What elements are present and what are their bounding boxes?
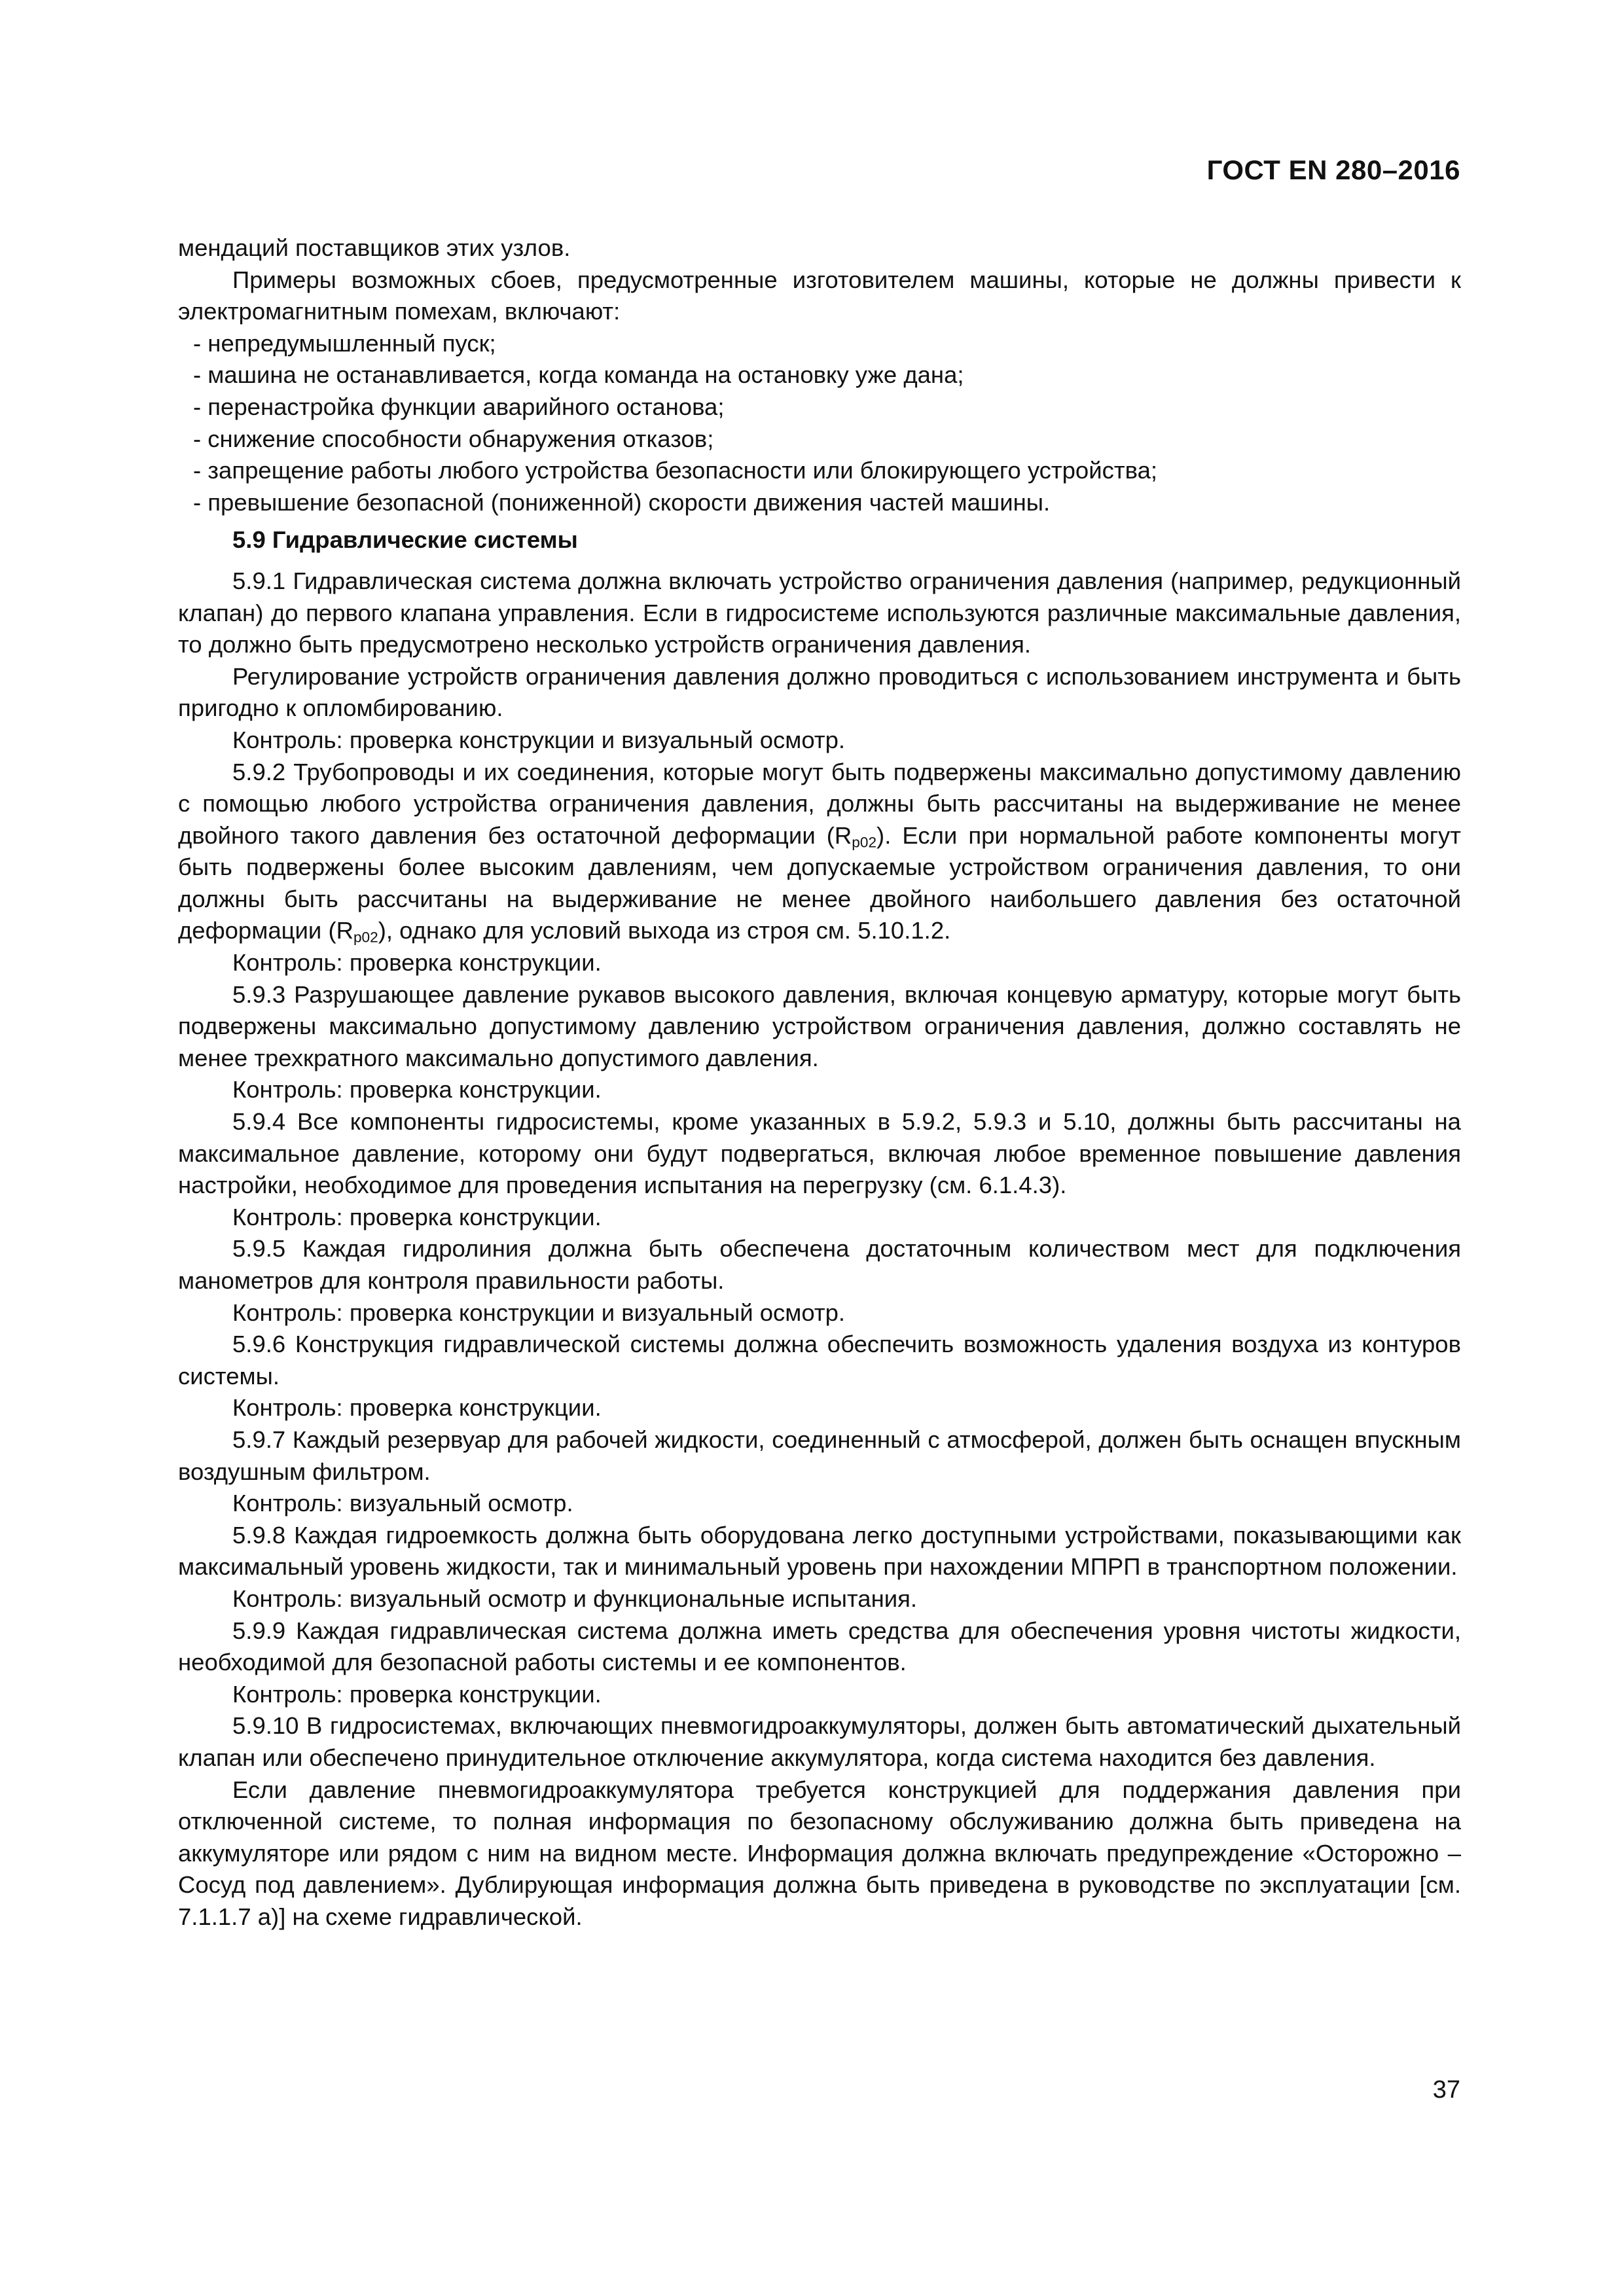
paragraph-5-9-6: 5.9.6 Конструкция гидравлической системы должна обеспечить возможность удаления воздуха из контуров системы.: [178, 1331, 1461, 1390]
list-item: - машина не останавливается, когда команда на остановку уже дана;: [193, 361, 964, 389]
paragraph-5-9-1: 5.9.1 Гидравлическая система должна включать устройство ограничения давления (например, редукционный клапан) до первого клапана управления. Если в гидросистеме используются различные максимальные давления, то должно быть предусмотрено несколько устройств ограничения давления.: [178, 567, 1461, 658]
control-note: Контроль: проверка конструкции.: [232, 1680, 602, 1708]
control-note: Контроль: визуальный осмотр и функциональные испытания.: [232, 1585, 918, 1612]
standard-code-header: ГОСТ EN 280–2016: [1206, 154, 1460, 185]
control-note: Контроль: проверка конструкции.: [232, 1076, 602, 1103]
paragraph-5-9-9: 5.9.9 Каждая гидравлическая система должна иметь средства для обеспечения уровня чистоты жидкости, необходимой для безопасной работы системы и ее компонентов.: [178, 1617, 1461, 1676]
page-content: [178, 232, 1461, 1933]
control-note: Контроль: визуальный осмотр.: [232, 1490, 573, 1517]
list-item: - перенастройка функции аварийного останова;: [193, 393, 725, 420]
control-note: Контроль: проверка конструкции и визуальный осмотр.: [232, 1299, 846, 1326]
paragraph-intro: мендаций поставщиков этих узлов.: [178, 234, 571, 261]
text-fragment: ), однако для условий выхода из строя см. 5.10.1.2.: [378, 917, 951, 944]
paragraph-5-9-10: 5.9.10 В гидросистемах, включающих пневмогидроаккумуляторы, должен быть автоматический дыхательный клапан или обеспечено принудительное отключение аккумулятора, когда система находится без давления.: [178, 1712, 1461, 1771]
paragraph-failure-examples: Примеры возможных сбоев, предусмотренные изготовителем машины, которые не должны привести к электромагнитным помехам, включают:: [178, 266, 1461, 325]
list-item: - запрещение работы любого устройства безопасности или блокирующего устройства;: [193, 457, 1158, 484]
control-note: Контроль: проверка конструкции.: [232, 949, 602, 977]
control-note: Контроль: проверка конструкции.: [232, 1394, 602, 1422]
list-item: - снижение способности обнаружения отказов;: [193, 425, 714, 452]
text-fragment: 5.9.2 Трубопроводы и их соединения, которые могут быть подвержены максимально допустимому давлению с помощью любого устройства ограничения давления, должны быть рассчитаны на выдерживание не менее двойного такого давления без остаточной деформации (R: [178, 758, 1461, 849]
subscript-p02: p02: [353, 929, 378, 946]
paragraph-5-9-7: 5.9.7 Каждый резервуар для рабочей жидкости, соединенный с атмосферой, должен быть оснащен впускным воздушным фильтром.: [178, 1426, 1461, 1485]
paragraph-5-9-3: 5.9.3 Разрушающее давление рукавов высокого давления, включая концевую арматуру, которые могут быть подвержены максимально допустимому давлению устройством ограничения давления, должно составлять не менее трехкратного максимально допустимого давления.: [178, 980, 1461, 1071]
control-note: Контроль: проверка конструкции.: [232, 1203, 602, 1230]
subscript-p02: p02: [852, 834, 877, 851]
paragraph-5-9-5: 5.9.5 Каждая гидролиния должна быть обеспечена достаточным количеством мест для подключения манометров для контроля правильности работы.: [178, 1235, 1461, 1294]
failure-list: [178, 328, 1461, 519]
paragraph-accumulator-info: Если давление пневмогидроаккумулятора требуется конструкцией для поддержания давления при отключенной системе, то полная информация по безопасному обслуживанию должна быть приведена на аккумуляторе или рядом с ним на видном месте. Информация должна включать предупреждение «Осторожно – Сосуд под давлением». Дублирующая информация должна быть приведена в руководстве по эксплуатации [см. 7.1.1.7 a)] на схеме гидравлической.: [178, 1776, 1461, 1930]
page-number: 37: [1432, 2076, 1460, 2104]
control-note: Контроль: проверка конструкции и визуальный осмотр.: [232, 726, 846, 753]
list-item: - непредумышленный пуск;: [193, 329, 496, 357]
paragraph-5-9-2: [178, 757, 1461, 948]
paragraph-5-9-4: 5.9.4 Все компоненты гидросистемы, кроме указанных в 5.9.2, 5.9.3 и 5.10, должны быть рассчитаны на максимальное давление, которому они будут подвергаться, включая любое временное повышение давления настройки, необходимое для проведения испытания на перегрузку (см. 6.1.4.3).: [178, 1108, 1461, 1199]
list-item: - превышение безопасной (пониженной) скорости движения частей машины.: [193, 488, 1051, 516]
text-fragment: ). Если при нормальной работе компоненты могут быть подвержены более высоким давлениям, чем допускаемые устройством ограничения давления, то они должны быть рассчитаны на выдерживание не менее двойного наибольшего давления без остаточной деформации (R: [178, 821, 1461, 944]
section-heading: 5.9 Гидравлические системы: [232, 526, 578, 554]
paragraph-5-9-8: 5.9.8 Каждая гидроемкость должна быть оборудована легко доступными устройствами, показывающими как максимальный уровень жидкости, так и минимальный уровень при нахождении МПРП в транспортном положении.: [178, 1521, 1461, 1581]
paragraph-regulation: Регулирование устройств ограничения давления должно проводиться с использованием инструмента и быть пригодно к опломбированию.: [178, 662, 1461, 722]
